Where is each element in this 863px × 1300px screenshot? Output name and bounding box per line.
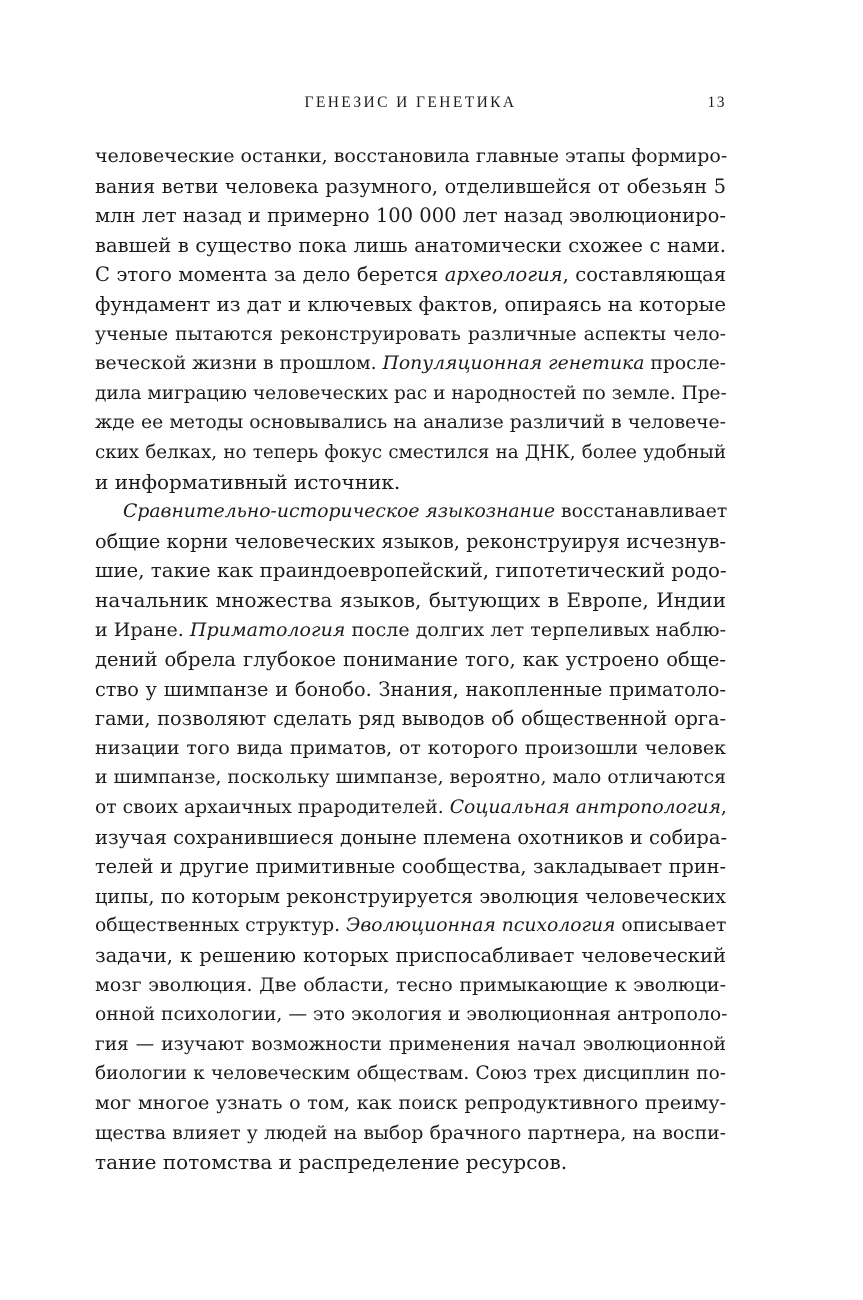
text-line: ство у шимпанзе и бонобо. Знания, накопленные приматоло- — [95, 677, 726, 701]
text-line: ских белках, но теперь фокус сместился на ДНК, более удобный — [95, 441, 726, 463]
italic-term: Эволюционная психология — [346, 915, 616, 937]
text-line: общественных структур. Эволюционная психология описывает — [95, 915, 727, 937]
text-line: телей и другие примитивные сообщества, закладывает прин- — [95, 855, 726, 879]
text-line: дений обрела глубокое понимание того, как устроено обще- — [95, 648, 726, 672]
text-line: ципы, по которым реконструируется эволюция человеческих — [95, 884, 726, 908]
italic-term: Приматология — [189, 618, 346, 641]
body-text — [95, 142, 726, 1178]
text-line: человеческие останки, восстановила главные этапы формиро- — [95, 145, 728, 167]
text-line: фундамент из дат и ключевых фактов, опираясь на которые — [95, 292, 727, 316]
text-line: вания ветви человека разумного, отделившейся от обезьян 5 — [95, 174, 726, 198]
text-line: вавшей в существо пока лишь анатомически схожее с нами. — [95, 233, 726, 257]
text-line: низации того вида приматов, от которого произошли человек — [95, 736, 726, 759]
page-number: 13 — [707, 94, 726, 111]
text-line: щества влияет у людей на выбор брачного партнера, на воспи- — [95, 1122, 726, 1144]
text-line: изучая сохранившиеся доныне племена охотников и собира- — [95, 825, 728, 849]
text-line: ученые пытаются реконструировать различные аспекты чело- — [95, 323, 726, 345]
text-line: веческой жизни в прошлом. Популяционная генетика просле- — [95, 353, 727, 375]
text-line: от своих архаичных прародителей. Социальная антропология, — [95, 797, 727, 819]
text-line: млн лет назад и примерно 100 000 лет назад эволюциониро- — [95, 204, 726, 228]
text-line: и шимпанзе, поскольку шимпанзе, вероятно, мало отличаются — [95, 767, 726, 789]
text-line: жде ее методы основывались на анализе различий в человече- — [95, 412, 726, 434]
italic-term: Социальная антропология — [449, 797, 721, 819]
text-line: общие корни человеческих языков, реконструируя исчезнув- — [95, 529, 726, 553]
text-line: гия — изучают возможности применения начал эволюционной — [95, 1033, 726, 1055]
text-line: С этого момента за дело берется археология, составляющая — [95, 263, 727, 287]
paragraph-end-line: и информативный источник. — [95, 469, 401, 494]
text-line: и Иране. Приматология после долгих лет терпеливых наблю- — [95, 618, 726, 641]
running-title: ГЕНЕЗИС И ГЕНЕТИКА — [304, 94, 517, 111]
text-line: биологии к человеческим обществам. Союз трех дисциплин по- — [95, 1063, 726, 1085]
italic-term: Сравнительно-историческое языкознание — [123, 501, 556, 523]
paragraph-end-line: тание потомства и распределение ресурсов. — [95, 1150, 568, 1175]
text-line: онной психологии, — это экология и эволюционная антрополо- — [95, 1004, 728, 1026]
text-line: шие, такие как праиндоевропейский, гипотетический родо- — [95, 559, 727, 583]
text-line: задачи, к решению которых приспосабливает человеческий — [95, 944, 726, 968]
text-line: начальник множества языков, бытующих в Европе, Индии — [95, 587, 726, 612]
text-line: гами, позволяют сделать ряд выводов об общественной орга- — [95, 707, 726, 731]
italic-term: археология — [444, 263, 563, 287]
running-head — [95, 92, 726, 114]
text-line: дила миграцию человеческих рас и народностей по земле. Пре- — [95, 382, 727, 404]
italic-term: Популяционная генетика — [382, 353, 645, 375]
paragraph-first-line: Сравнительно-историческое языкознание восстанавливает — [123, 501, 728, 523]
text-line: мозг эволюция. Две области, тесно примыкающие к эволюци- — [95, 973, 726, 996]
text-line: мог многое узнать о том, как поиск репродуктивного преиму- — [95, 1092, 726, 1114]
